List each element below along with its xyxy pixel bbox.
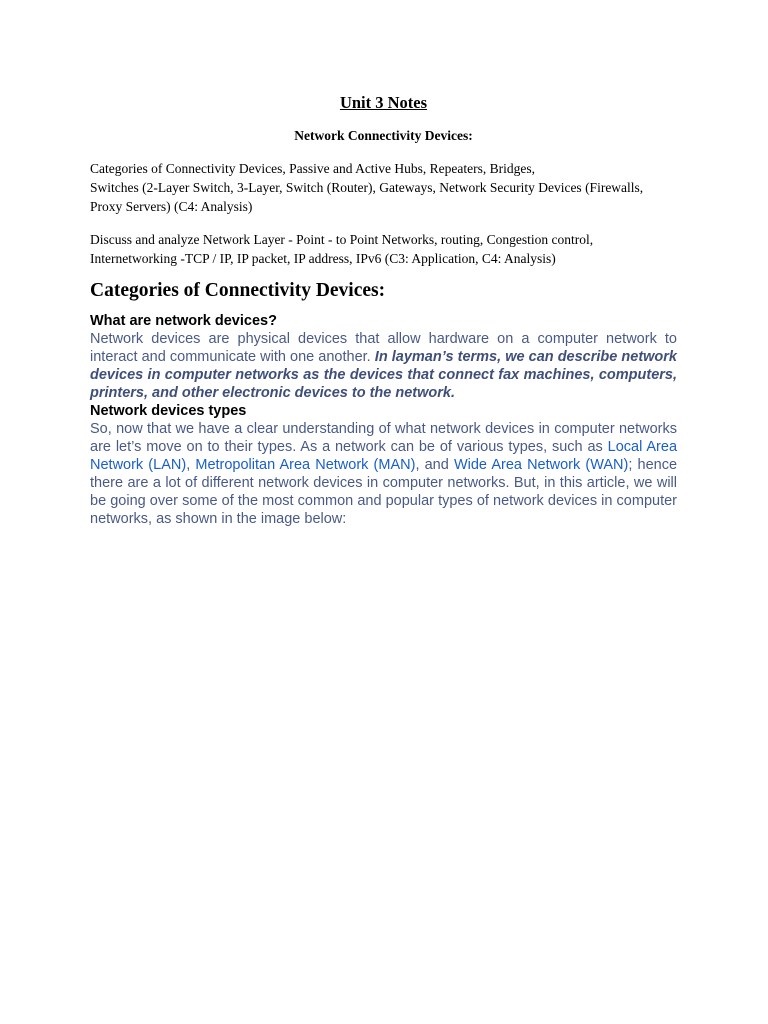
- syllabus-line: Proxy Servers) (C4: Analysis): [90, 199, 253, 214]
- syllabus-line: Categories of Connectivity Devices, Passive and Active Hubs, Repeaters, Bridges,: [90, 161, 536, 176]
- syllabus-line: Switches (2-Layer Switch, 3-Layer, Switch (Router), Gateways, Network Security Devices (Firewalls,: [90, 180, 644, 195]
- link-lan[interactable]: Local Area Network (LAN): [90, 439, 678, 473]
- syllabus-line: Discuss and analyze Network Layer - Point - to Point Networks, routing, Congestion control,: [90, 232, 594, 247]
- what-are-heading: What are network devices?: [90, 313, 277, 329]
- what-are-text: Network devices are physical devices that allow hardware on a computer network to interact and communicate with one another.: [90, 331, 677, 365]
- section-heading: Categories of Connectivity Devices:: [90, 280, 386, 301]
- types-outro: ; hence there are a lot of different network devices in computer networks. But, in this article, we will be going over some of the most common and popular types of network devices in computer networks, as shown in the image below:: [90, 457, 678, 527]
- what-are-paragraph: [90, 330, 677, 402]
- types-separator: , and: [415, 457, 449, 473]
- page-subtitle: Network Connectivity Devices:: [294, 128, 473, 143]
- types-intro: So, now that we have a clear understanding of what network devices in computer networks are let’s move on to their types. As a network can be of various types, such as: [90, 421, 677, 455]
- syllabus-line: Internetworking -TCP / IP, IP packet, IP address, IPv6 (C3: Application, C4: Analysis): [90, 251, 556, 266]
- page-title: Unit 3 Notes: [339, 93, 428, 112]
- document-page: [90, 92, 677, 528]
- what-are-emphasis: In layman’s terms, we can describe network devices in computer networks as the devices that connect fax machines, computers, printers, and other electronic devices to the network.: [90, 349, 677, 401]
- types-separator: ,: [186, 457, 191, 473]
- link-wan[interactable]: Wide Area Network (WAN): [453, 457, 629, 473]
- link-man[interactable]: Metropolitan Area Network (MAN): [195, 457, 416, 473]
- types-paragraph: [90, 420, 677, 528]
- syllabus-paragraph-2: [90, 230, 677, 268]
- types-heading: Network devices types: [90, 403, 247, 419]
- syllabus-paragraph-1: [90, 159, 677, 216]
